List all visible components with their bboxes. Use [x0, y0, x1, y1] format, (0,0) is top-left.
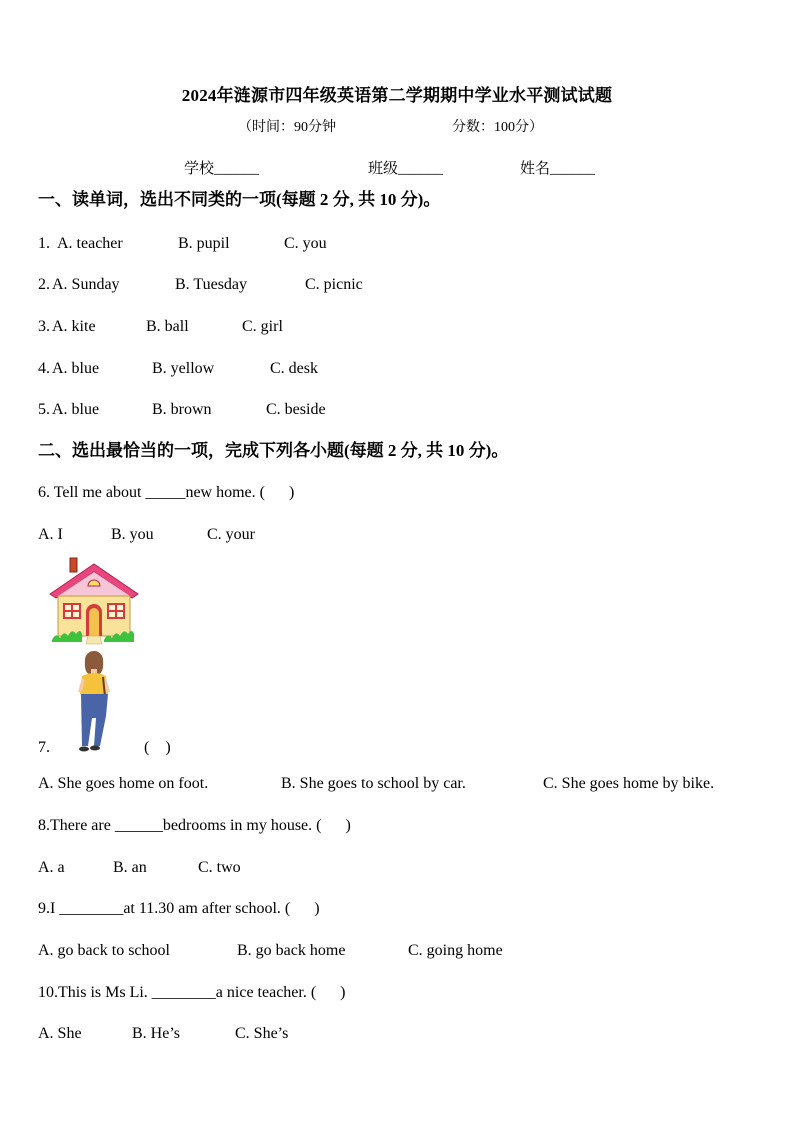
name-field[interactable]: 姓名______ — [520, 161, 596, 177]
option-b[interactable]: B. He’s — [132, 1025, 180, 1042]
class-field[interactable]: 班级______ — [368, 161, 444, 177]
option-a[interactable]: A. Sunday — [52, 276, 120, 293]
question-7-stem: 7. — [38, 739, 50, 756]
option-a[interactable]: A. She — [38, 1025, 82, 1042]
option-b[interactable]: B. She goes to school by car. — [281, 775, 466, 792]
option-c[interactable]: C. She goes home by bike. — [543, 775, 715, 792]
option-b[interactable]: B. ball — [146, 318, 189, 335]
option-c[interactable]: C. desk — [270, 360, 318, 377]
option-a[interactable]: A. kite — [52, 318, 96, 335]
option-c[interactable]: C. She’s — [235, 1025, 289, 1042]
option-b[interactable]: B. go back home — [237, 942, 346, 959]
school-field[interactable]: 学校______ — [184, 161, 260, 177]
page-title: 2024年涟源市四年级英语第二学期期中学业水平测试试题 — [181, 86, 613, 105]
option-b[interactable]: B. yellow — [152, 360, 215, 377]
question-number: 3. — [38, 318, 50, 335]
option-a[interactable]: A. I — [38, 526, 63, 543]
house-and-girl-illustration — [48, 556, 140, 756]
option-b[interactable]: B. pupil — [178, 235, 230, 252]
question-number: 1. — [38, 235, 54, 252]
option-a[interactable]: A. blue — [52, 401, 100, 418]
option-c[interactable]: C. going home — [408, 942, 503, 959]
option-c[interactable]: C. girl — [242, 318, 283, 335]
option-c[interactable]: C. two — [198, 859, 241, 876]
question-number: 5. — [38, 401, 50, 418]
question-8-stem: 8.There are ______bedrooms in my house. ( ) — [38, 817, 351, 834]
answer-bracket[interactable]: ( ) — [144, 739, 171, 756]
walking-girl-icon — [78, 651, 110, 752]
exam-time: （时间：90分钟 — [238, 120, 336, 135]
option-a[interactable]: A. blue — [52, 360, 100, 377]
question-number: 2. — [38, 276, 50, 293]
option-c[interactable]: C. your — [207, 526, 255, 543]
option-a[interactable]: A. teacher — [57, 235, 123, 252]
section-1-heading: 一、读单词，选出不同类的一项(每题 2 分, 共 10 分)。 — [38, 190, 441, 209]
section-2-heading: 二、选出最恰当的一项，完成下列各小题(每题 2 分, 共 10 分)。 — [38, 441, 509, 460]
option-c[interactable]: C. you — [284, 235, 327, 252]
house-icon — [50, 558, 138, 644]
option-a[interactable]: A. She goes home on foot. — [38, 775, 209, 792]
question-9-stem: 9.I ________at 11.30 am after school. ( ) — [38, 900, 320, 917]
question-6-stem: 6. Tell me about _____new home. ( ) — [38, 484, 295, 501]
option-b[interactable]: B. Tuesday — [175, 276, 248, 293]
option-c[interactable]: C. picnic — [305, 276, 363, 293]
question-10-stem: 10.This is Ms Li. ________a nice teacher. ( ) — [38, 984, 346, 1001]
option-b[interactable]: B. brown — [152, 401, 212, 418]
option-a[interactable]: A. go back to school — [38, 942, 170, 959]
option-b[interactable]: B. an — [113, 859, 147, 876]
question-number: 4. — [38, 360, 50, 377]
option-c[interactable]: C. beside — [266, 401, 326, 418]
option-b[interactable]: B. you — [111, 526, 154, 543]
option-a[interactable]: A. a — [38, 859, 65, 876]
exam-score: 分数：100分） — [452, 120, 543, 135]
